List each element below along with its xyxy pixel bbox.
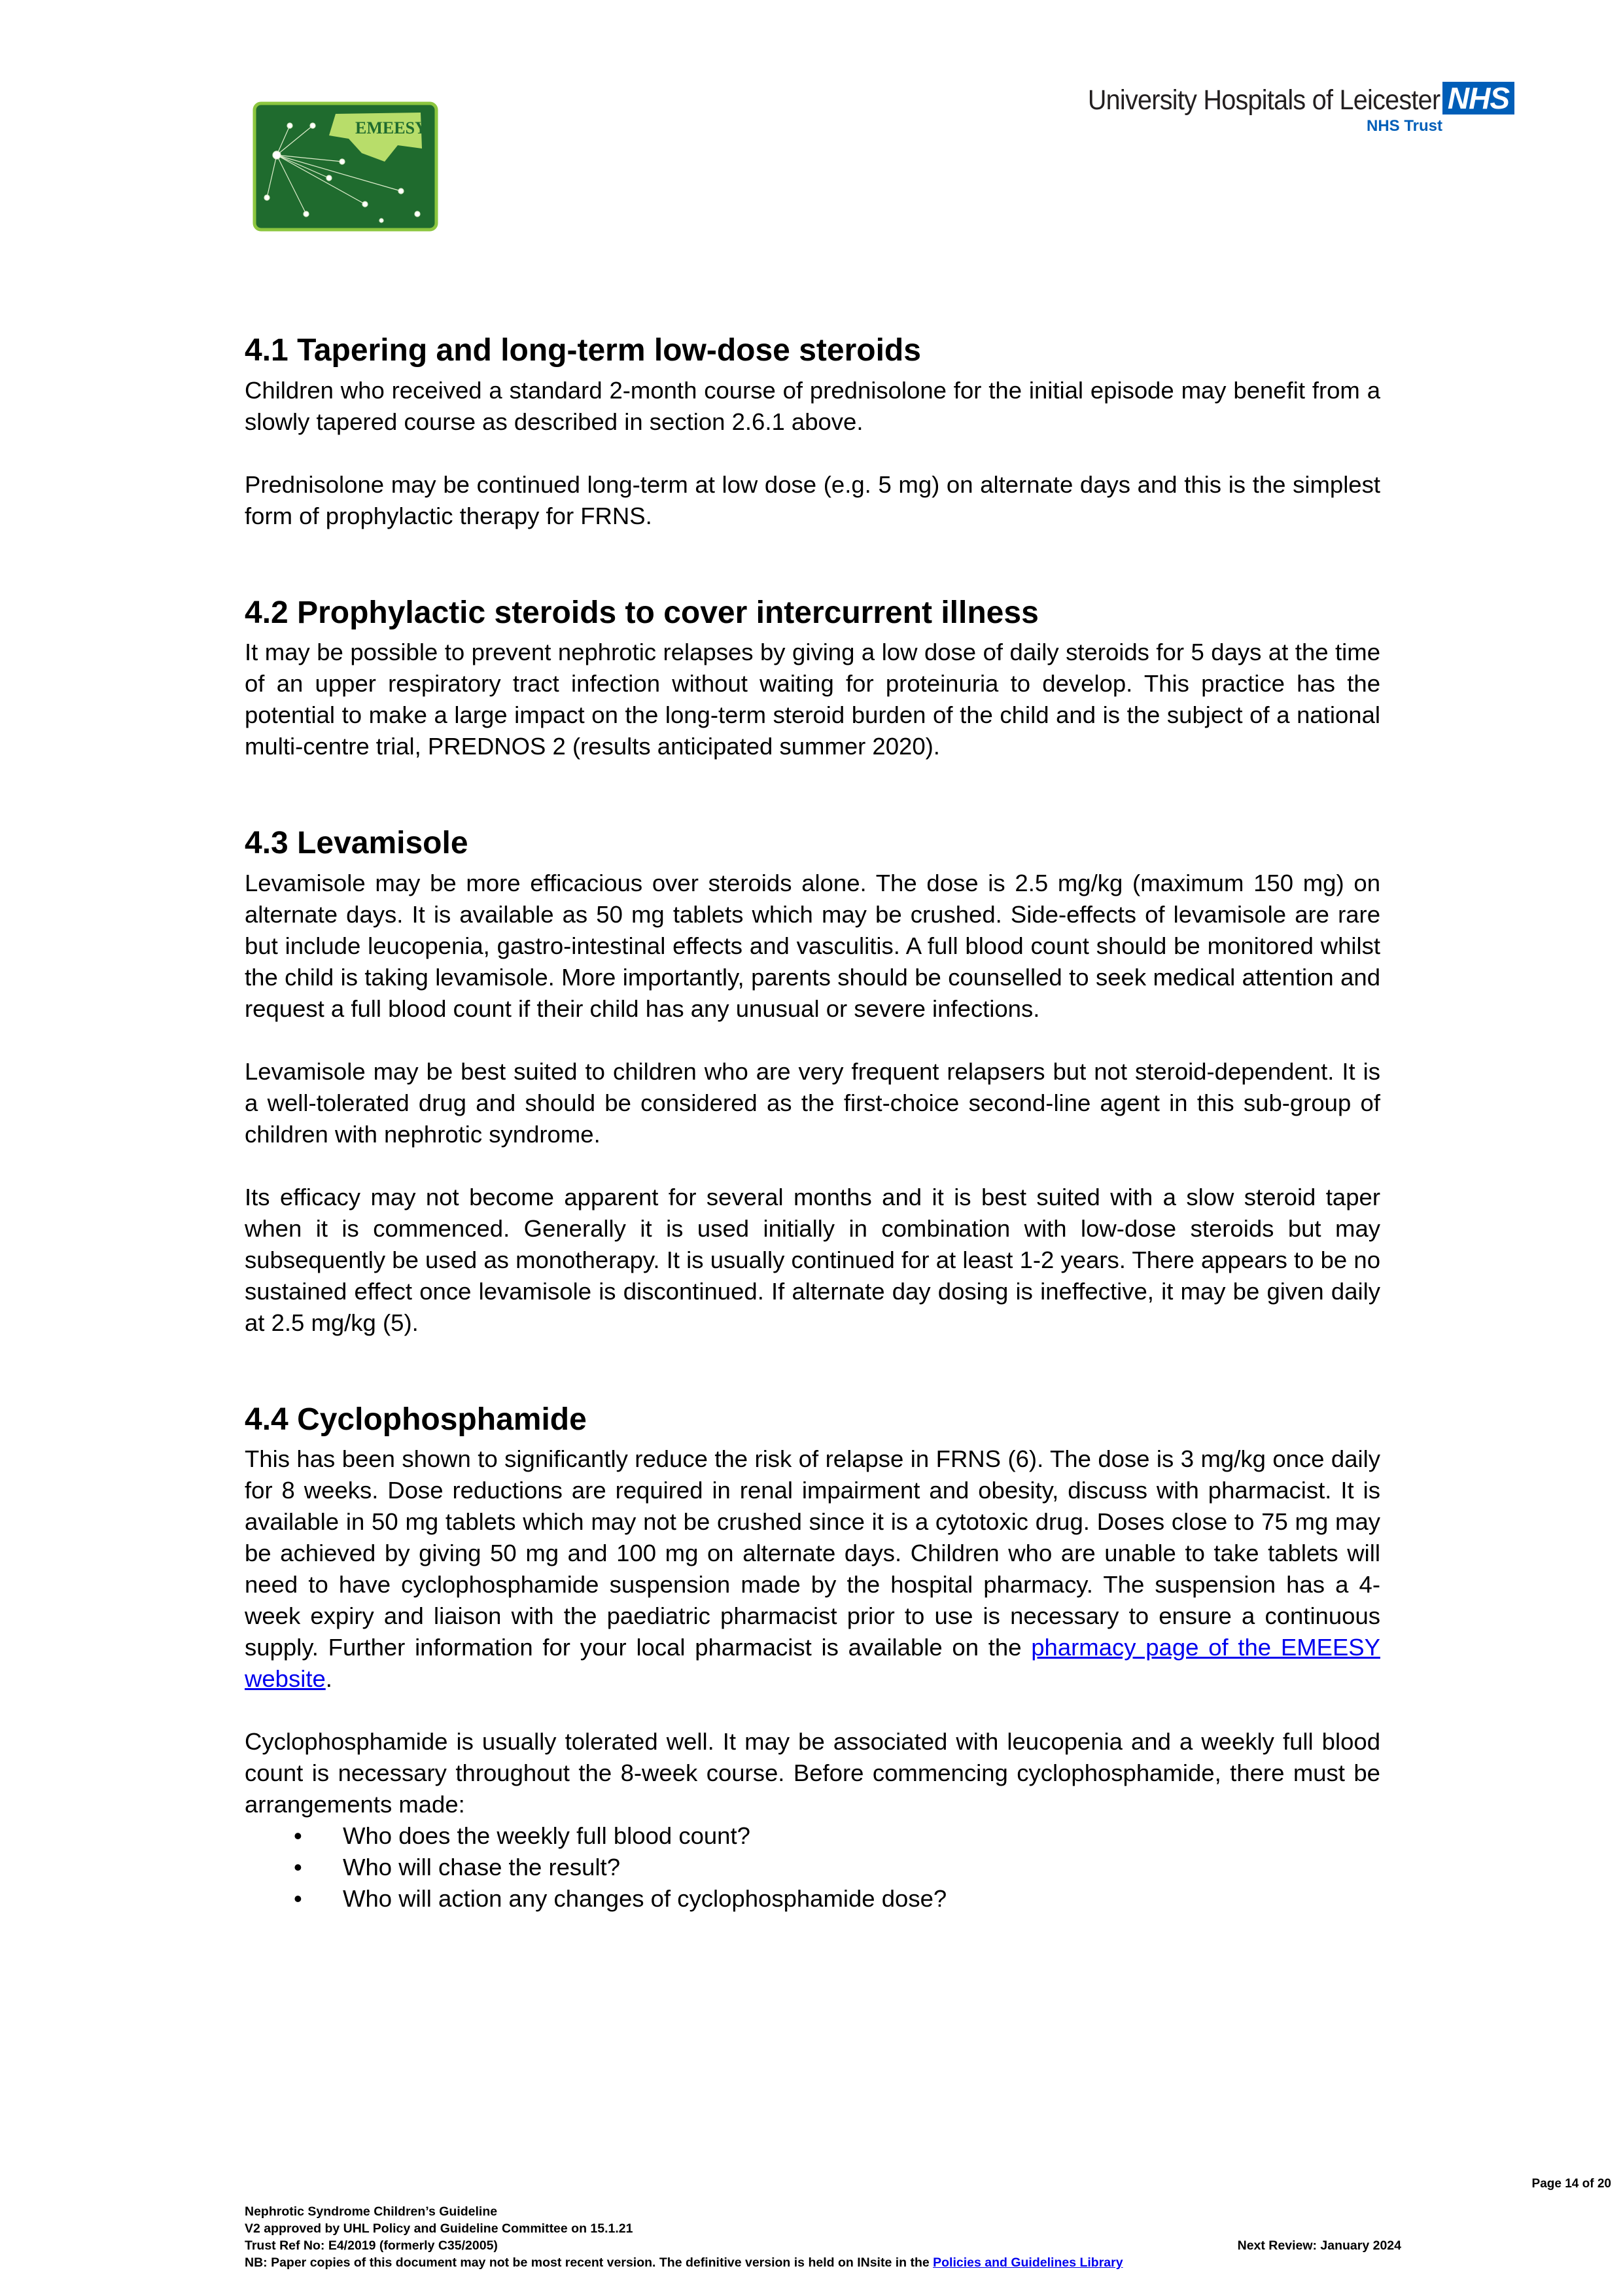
footer-trust-ref: Trust Ref No: E4/2019 (formerly C35/2005) (245, 2238, 498, 2253)
bullet-icon: • (294, 1854, 302, 1881)
document-body (245, 332, 1380, 1977)
paragraph: Cyclophosphamide is usually tolerated well. It may be associated with leucopenia and a weekly full blood count is necessary throughout the 8-week course. Before commencing cyclophosphamide, there must be arrangements made: (245, 1728, 1380, 1818)
list-item-text: Who will chase the result? (343, 1854, 620, 1881)
trust-name: University Hospitals of Leicester (1088, 84, 1440, 116)
paragraph: Levamisole may be more efficacious over steroids alone. The dose is 2.5 mg/kg (maximum 150 mg) on alternate days. It is available as 50 mg tablets which may be crushed. Side-effects of levamisole are rare but include leucopenia, gastro-intestinal effects and vasculitis. A full blood count should be monitored whilst the child is taking levamisole. More importantly, parents should be counselled to seek medical attention and request a full blood count if their child has any unusual or severe infections. (245, 869, 1380, 1022)
section-4-1 (245, 332, 1380, 532)
emeesy-logo (251, 99, 440, 234)
list-item-text: Who does the weekly full blood count? (343, 1822, 750, 1850)
trust-subtitle: NHS Trust (1366, 117, 1442, 135)
logo-text: EMEESY (355, 118, 427, 137)
section-heading: 4.3 Levamisole (245, 826, 468, 861)
emeesy-logo-graphic (251, 99, 440, 234)
section-heading: 4.1 Tapering and long-term low-dose steroids (245, 333, 921, 368)
paragraph: Prednisolone may be continued long-term at low dose (e.g. 5 mg) on alternate days and this is the simplest form of prophylactic therapy for FRNS. (245, 470, 1380, 529)
section-heading: 4.2 Prophylactic steroids to cover intercurrent illness (245, 595, 1039, 630)
pharmacy-page-link[interactable]: pharmacy page of the EMEESY website (245, 1634, 1380, 1693)
list-item (245, 1883, 1380, 1915)
section-4-3 (245, 824, 1380, 1339)
list-item (245, 1820, 1380, 1852)
footer-ref-row (245, 2237, 1468, 2254)
section-4-2 (245, 594, 1380, 763)
paragraph: Children who received a standard 2-month course of prednisolone for the initial episode may benefit from a slowly tapered course as described in section 2.6.1 above. (245, 376, 1380, 435)
footer-approval: V2 approved by UHL Policy and Guideline Committee on 15.1.21 (245, 2221, 633, 2236)
footer-note-text: NB: Paper copies of this document may not be most recent version. The definitive version is held on INsite in the (245, 2255, 930, 2270)
paragraph: Levamisole may be best suited to children who are very frequent relapsers but not steroid-dependent. It is a well-tolerated drug and should be considered as the first-choice second-line agent in this sub-group of children with nephrotic syndrome. (245, 1057, 1380, 1148)
list-item-text: Who will action any changes of cyclophosphamide dose? (343, 1885, 947, 1913)
arrangements-list (245, 1820, 1380, 1915)
paragraph: It may be possible to prevent nephrotic relapses by giving a low dose of daily steroids for 5 days at the time of an upper respiratory tract infection without waiting for proteinuria to develop. This practice has the potential to make a large impact on the long-term steroid burden of the child and is the subject of a national multi-centre trial, PREDNOS 2 (results anticipated summer 2020). (245, 639, 1380, 760)
paragraph-text: This has been shown to significantly reduce the risk of relapse in FRNS (6). The dose is 3 mg/kg once daily for 8 weeks. Dose reductions are required in renal impairment and obesity, discuss with pharmacist. It is available in 50 mg tablets which may not be crushed since it is a cytotoxic drug. Doses close to 75 mg may be achieved by giving 50 mg and 100 mg on alternate days. Children who are unable to take tablets will need to have cyclophosphamide suspension made by the hospital pharmacy. The suspension has a 4-week expiry and liaison with the paediatric pharmacist prior to use is necessary to ensure a continuous supply. Further information for your local pharmacist is available on the (245, 1445, 1380, 1661)
paragraph-end: . (325, 1665, 332, 1693)
trust-header (1057, 82, 1514, 135)
section-4-4 (245, 1401, 1380, 1915)
nhs-logo: NHS (1442, 82, 1514, 115)
policies-library-link[interactable]: Policies and Guidelines Library (933, 2255, 1123, 2270)
section-heading: 4.4 Cyclophosphamide (245, 1402, 587, 1437)
bullet-icon: • (294, 1885, 302, 1913)
footer-title: Nephrotic Syndrome Children’s Guideline (245, 2204, 498, 2219)
footer-next-review: Next Review: January 2024 (1237, 2238, 1401, 2253)
page-number: Page 14 of 20 (1531, 2177, 1611, 2191)
list-item (245, 1852, 1380, 1883)
bullet-icon: • (294, 1822, 302, 1850)
paragraph: Its efficacy may not become apparent for several months and it is best suited with a slow steroid taper when it is commenced. Generally it is used initially in combination with low-dose steroids but may subsequently be used as monotherapy. It is usually continued for at least 1-2 years. There appears to be no sustained effect once levamisole is discontinued. If alternate day dosing is ineffective, it may be given daily at 2.5 mg/kg (5). (245, 1183, 1380, 1336)
footer-note (245, 2254, 1468, 2271)
page-footer (245, 2203, 1468, 2271)
paragraph (245, 1443, 1380, 1695)
